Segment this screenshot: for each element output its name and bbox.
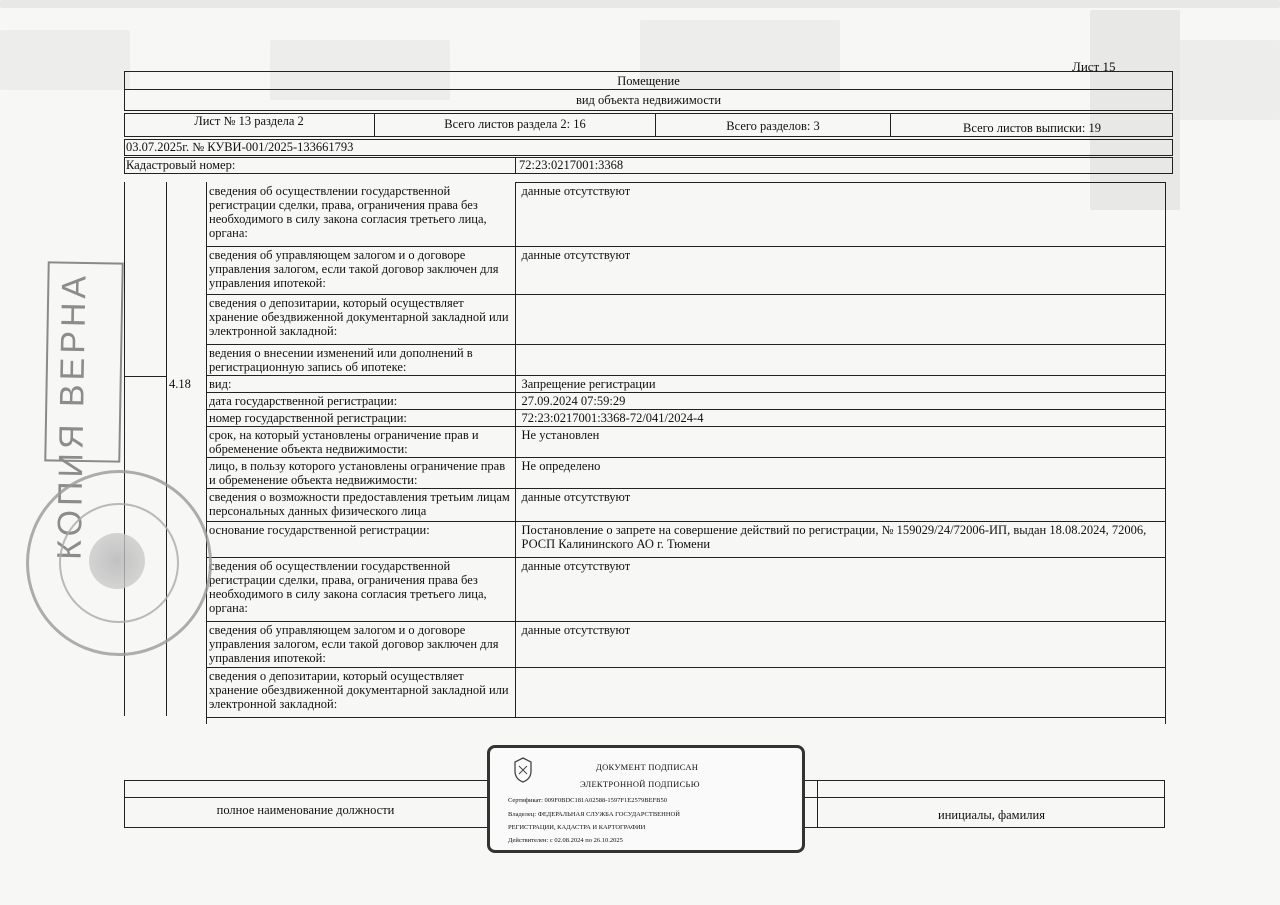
row-label: сведения об управляющем залогом и о договоре управления залогом, если такой договор заключен для управления ипотекой: [207, 622, 515, 668]
row-value [515, 295, 1165, 345]
signature-certificate: Сертификат: 009F0BDC181A02588-1597F1E2579BEFB50 [508, 797, 667, 804]
signature-owner-2: РЕГИСТРАЦИИ, КАДАСТРА И КАРТОГРАФИИ [508, 824, 646, 831]
table-row [207, 345, 1165, 376]
object-type: Помещение [617, 74, 680, 88]
row-value [515, 345, 1165, 376]
row-label: ведения о внесении изменений или дополнений в регистрационную запись об ипотеке: [207, 345, 515, 376]
table-row [207, 410, 1165, 427]
row-label: лицо, в пользу которого установлены ограничение прав и обременение объекта недвижимости: [207, 458, 515, 489]
row-label: дата государственной регистрации: [207, 393, 515, 410]
table-row [207, 558, 1165, 622]
sheet-of-section: Лист № 13 раздела 2 [194, 114, 304, 128]
table-row [207, 489, 1165, 522]
total-sections: Всего разделов: 3 [726, 119, 820, 133]
table-row [207, 247, 1165, 295]
row-value: данные отсутствуют [515, 622, 1165, 668]
table-row [207, 668, 1165, 718]
object-kind-caption: вид объекта недвижимости [575, 93, 722, 107]
table-row [207, 427, 1165, 458]
row-label: сведения об управляющем залогом и о договоре управления залогом, если такой договор заключен для управления ипотекой: [207, 247, 515, 295]
copy-certified-stamp: КОПИЯ ВЕРНА [44, 261, 123, 462]
row-value: данные отсутствуют [515, 183, 1165, 247]
emblem-icon [512, 756, 534, 784]
table-row [207, 295, 1165, 345]
row-label: сведения об осуществлении государственной регистрации сделки, права, ограничения права без необходимого в силу закона согласия третьего лица, органа: [207, 558, 515, 622]
row-label: вид: [207, 376, 515, 393]
row-value: Не определено [515, 458, 1165, 489]
row-value: данные отсутствуют [515, 247, 1165, 295]
row-label: сведения о возможности предоставления третьим лицам персональных данных физического лица [207, 489, 515, 522]
row-value: 72:23:0217001:3368-72/041/2024-4 [515, 410, 1165, 427]
extract-date-number: 03.07.2025г. № КУВИ-001/2025-133661793 [126, 140, 354, 154]
row-label: основание государственной регистрации: [207, 522, 515, 558]
row-label: срок, на который установлены ограничение прав и обременение объекта недвижимости: [207, 427, 515, 458]
row-value: данные отсутствуют [515, 489, 1165, 522]
row-value: данные отсутствуют [515, 558, 1165, 622]
total-sheets-section: Всего листов раздела 2: 16 [444, 117, 586, 131]
main-table [206, 182, 1166, 724]
cadastral-label: Кадастровый номер: [126, 158, 236, 172]
signature-title-2: ЭЛЕКТРОННОЙ ПОДПИСЬЮ [580, 779, 700, 789]
position-caption: полное наименование должности [216, 803, 395, 817]
electronic-signature-stamp [487, 745, 805, 853]
sheet-number: Лист 15 [1072, 59, 1116, 74]
cadastral-value: 72:23:0217001:3368 [519, 158, 624, 172]
row-value [515, 668, 1165, 718]
signature-owner-1: Владелец: ФЕДЕРАЛЬНАЯ СЛУЖБА ГОСУДАРСТВЕННОЙ [508, 811, 680, 818]
cadastral-row [124, 157, 1173, 174]
initials-caption: инициалы, фамилия [938, 808, 1045, 822]
row-value: Постановление о запрете на совершение действий по регистрации, № 159029/24/72006-ИП, выдан 18.08.2024, 72006, РОСП Калининского АО г. Тюмени [515, 522, 1165, 558]
row-value: Не установлен [515, 427, 1165, 458]
table-row [207, 458, 1165, 489]
table-row [207, 522, 1165, 558]
signature-title-1: ДОКУМЕНТ ПОДПИСАН [596, 762, 699, 772]
table-row [207, 376, 1165, 393]
signature-validity: Действителен: с 02.08.2024 по 26.10.2025 [508, 837, 623, 844]
section-number: 4.18 [169, 377, 191, 391]
row-value: 27.09.2024 07:59:29 [515, 393, 1165, 410]
row-label: сведения об осуществлении государственной регистрации сделки, права, ограничения права без необходимого в силу закона согласия третьего лица, органа: [207, 183, 515, 247]
table-row [207, 393, 1165, 410]
row-label: сведения о депозитарии, который осуществляет хранение обездвиженной документарной закладной или электронной закладной: [207, 295, 515, 345]
bailiff-seal [26, 470, 212, 656]
total-sheets-extract: Всего листов выписки: 19 [963, 121, 1101, 135]
row-label: сведения о депозитарии, который осуществляет хранение обездвиженной документарной закладной или электронной закладной: [207, 668, 515, 718]
table-row [207, 183, 1165, 247]
table-row [207, 622, 1165, 668]
row-label: номер государственной регистрации: [207, 410, 515, 427]
row-value: Запрещение регистрации [515, 376, 1165, 393]
